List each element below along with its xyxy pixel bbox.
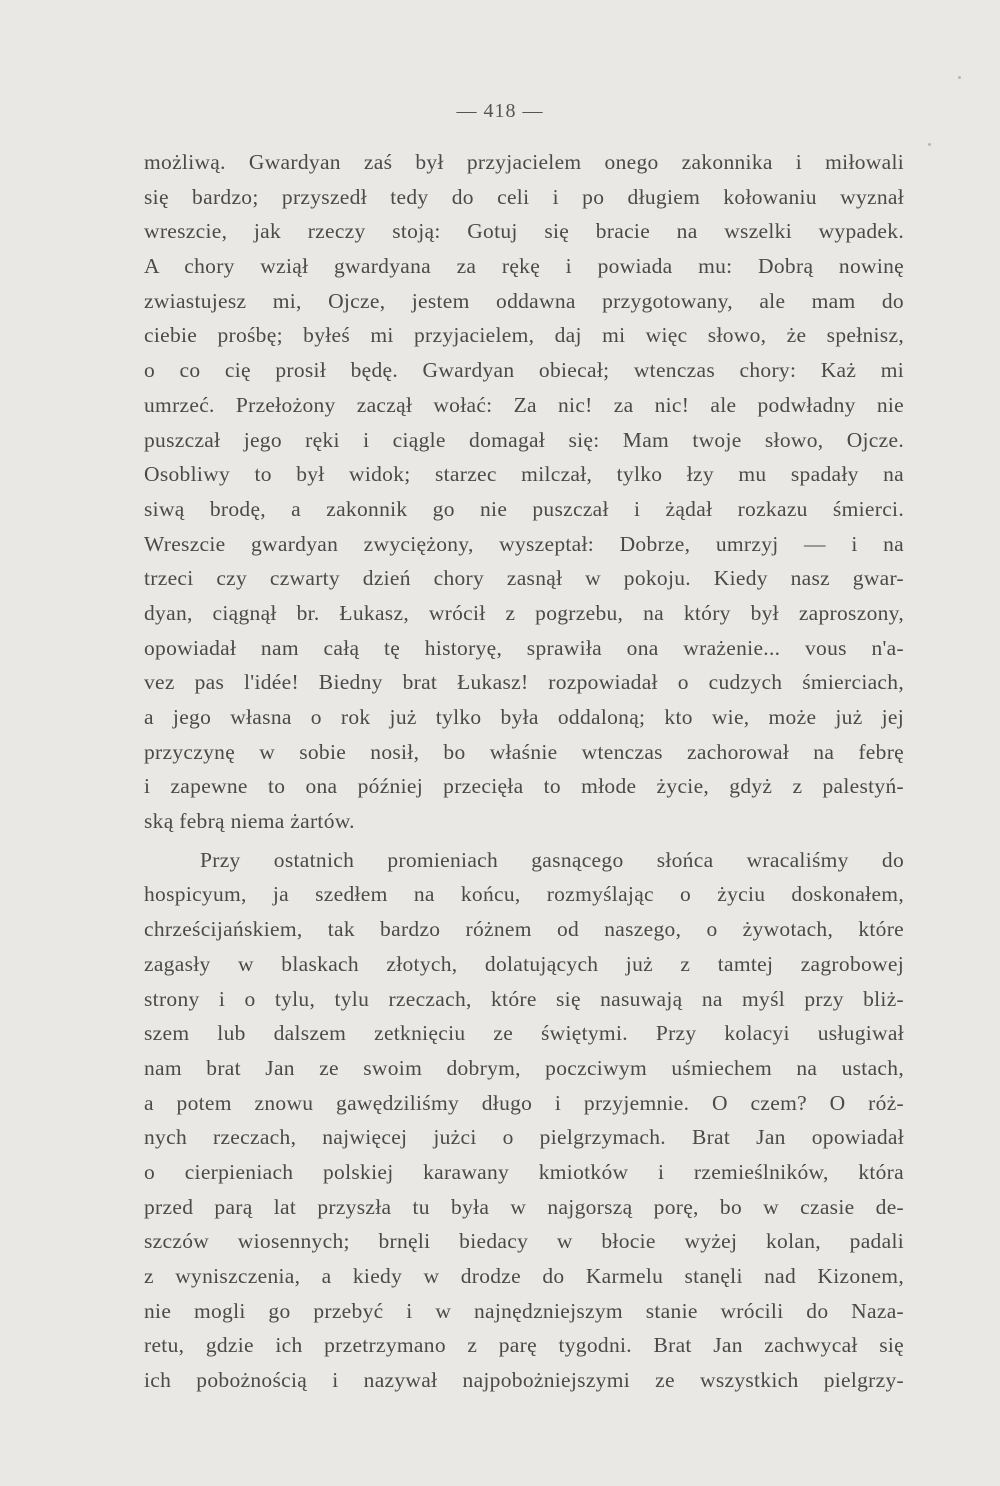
- page-number: — 418 —: [456, 100, 544, 122]
- text-line: nam brat Jan ze swoim dobrym, poczciwym uśmiechem na ustach,: [144, 1055, 904, 1080]
- page-body-text: [144, 145, 904, 1398]
- text-line: się bardzo; przyszedł tedy do celi i po długiem kołowaniu wyznał: [144, 184, 904, 209]
- text-line: ich pobożnością i nazywał najpobożniejszymi ze wszystkich pielgrzy-: [144, 1368, 904, 1393]
- text-line: Przy ostatnich promieniach gasnącego słońca wracaliśmy do: [200, 847, 904, 872]
- text-line: a jego własna o rok już tylko była oddaloną; kto wie, może już jej: [144, 705, 904, 729]
- text-line: Osobliwy to był widok; starzec milczał, tylko łzy mu spadały na: [144, 462, 904, 487]
- text-line: nie mogli go przebyć i w najnędzniejszym stanie wrócili do Naza-: [144, 1298, 904, 1323]
- text-line: vez pas l'idée! Biedny brat Łukasz! rozpowiadał o cudzych śmierciach,: [144, 670, 904, 695]
- text-line: o cierpieniach polskiej karawany kmiotków i rzemieślników, która: [144, 1159, 904, 1184]
- text-line: z wyniszczenia, a kiedy w drodze do Karmelu stanęli nad Kizonem,: [144, 1264, 904, 1288]
- text-line: szczów wiosennych; brnęli biedacy w błocie wyżej kolan, padali: [144, 1229, 904, 1254]
- text-line: A chory wziął gwardyana za rękę i powiada mu: Dobrą nowinę: [144, 254, 904, 279]
- paragraph-1: [144, 145, 904, 839]
- text-line: wreszcie, jak rzeczy stoją: Gotuj się bracie na wszelki wypadek.: [144, 219, 904, 244]
- text-line: zagasły w blaskach złotych, dolatujących już z tamtej zagrobowej: [144, 951, 904, 976]
- text-line: puszczał jego ręki i ciągle domagał się: Mam twoje słowo, Ojcze.: [144, 427, 904, 452]
- text-line: przed parą lat przyszła tu była w najgorszą porę, bo w czasie de-: [144, 1194, 904, 1219]
- text-line: przyczynę w sobie nosił, bo właśnie wtenczas zachorował na febrę: [144, 739, 904, 764]
- text-line: zwiastujesz mi, Ojcze, jestem oddawna przygotowany, ale mam do: [144, 288, 904, 313]
- paragraph-2: [144, 843, 904, 1398]
- text-line: strony i o tylu, tylu rzeczach, które się nasuwają na myśl przy bliż-: [144, 986, 904, 1011]
- text-line: chrześcijańskiem, tak bardzo różnem od naszego, o żywotach, które: [144, 917, 904, 942]
- text-line: dyan, ciągnął br. Łukasz, wrócił z pogrzebu, na który był zaproszony,: [144, 600, 904, 625]
- text-line: szem lub dalszem zetknięciu ze świętymi. Przy kolacyi usługiwał: [144, 1021, 904, 1046]
- text-line: Wreszcie gwardyan zwyciężony, wyszeptał: Dobrze, umrzyj — i na: [144, 531, 904, 556]
- text-line: a potem znowu gawędziliśmy długo i przyjemnie. O czem? O róż-: [144, 1090, 904, 1115]
- text-line: ską febrą niema żartów.: [144, 809, 355, 834]
- text-line: o co cię prosił będę. Gwardyan obiecał; wtenczas chory: Każ mi: [144, 358, 904, 383]
- text-line: opowiadał nam całą tę historyę, sprawiła ona wrażenie... vous n'a-: [144, 635, 904, 660]
- text-line: hospicyum, ja szedłem na końcu, rozmyślając o życiu doskonałem,: [144, 882, 904, 907]
- text-line: siwą brodę, a zakonnik go nie puszczał i żądał rozkazu śmierci.: [144, 496, 904, 521]
- text-line: i zapewne to ona później przecięła to młode życie, gdyż z palestyń-: [144, 774, 904, 799]
- paper-speck: [928, 143, 931, 146]
- paper-speck: [958, 76, 961, 79]
- text-line: możliwą. Gwardyan zaś był przyjacielem onego zakonnika i miłowali: [144, 150, 904, 174]
- text-line: retu, gdzie ich przetrzymano z parę tygodni. Brat Jan zachwycał się: [144, 1333, 904, 1358]
- text-line: trzeci czy czwarty dzień chory zasnął w pokoju. Kiedy nasz gwar-: [144, 566, 904, 591]
- text-line: umrzeć. Przełożony zaczął wołać: Za nic! za nic! ale podwładny nie: [144, 392, 904, 417]
- text-line: ciebie prośbę; byłeś mi przyjacielem, daj mi więc słowo, że spełnisz,: [144, 323, 904, 348]
- text-line: nych rzeczach, najwięcej jużci o pielgrzymach. Brat Jan opowiadał: [144, 1125, 904, 1150]
